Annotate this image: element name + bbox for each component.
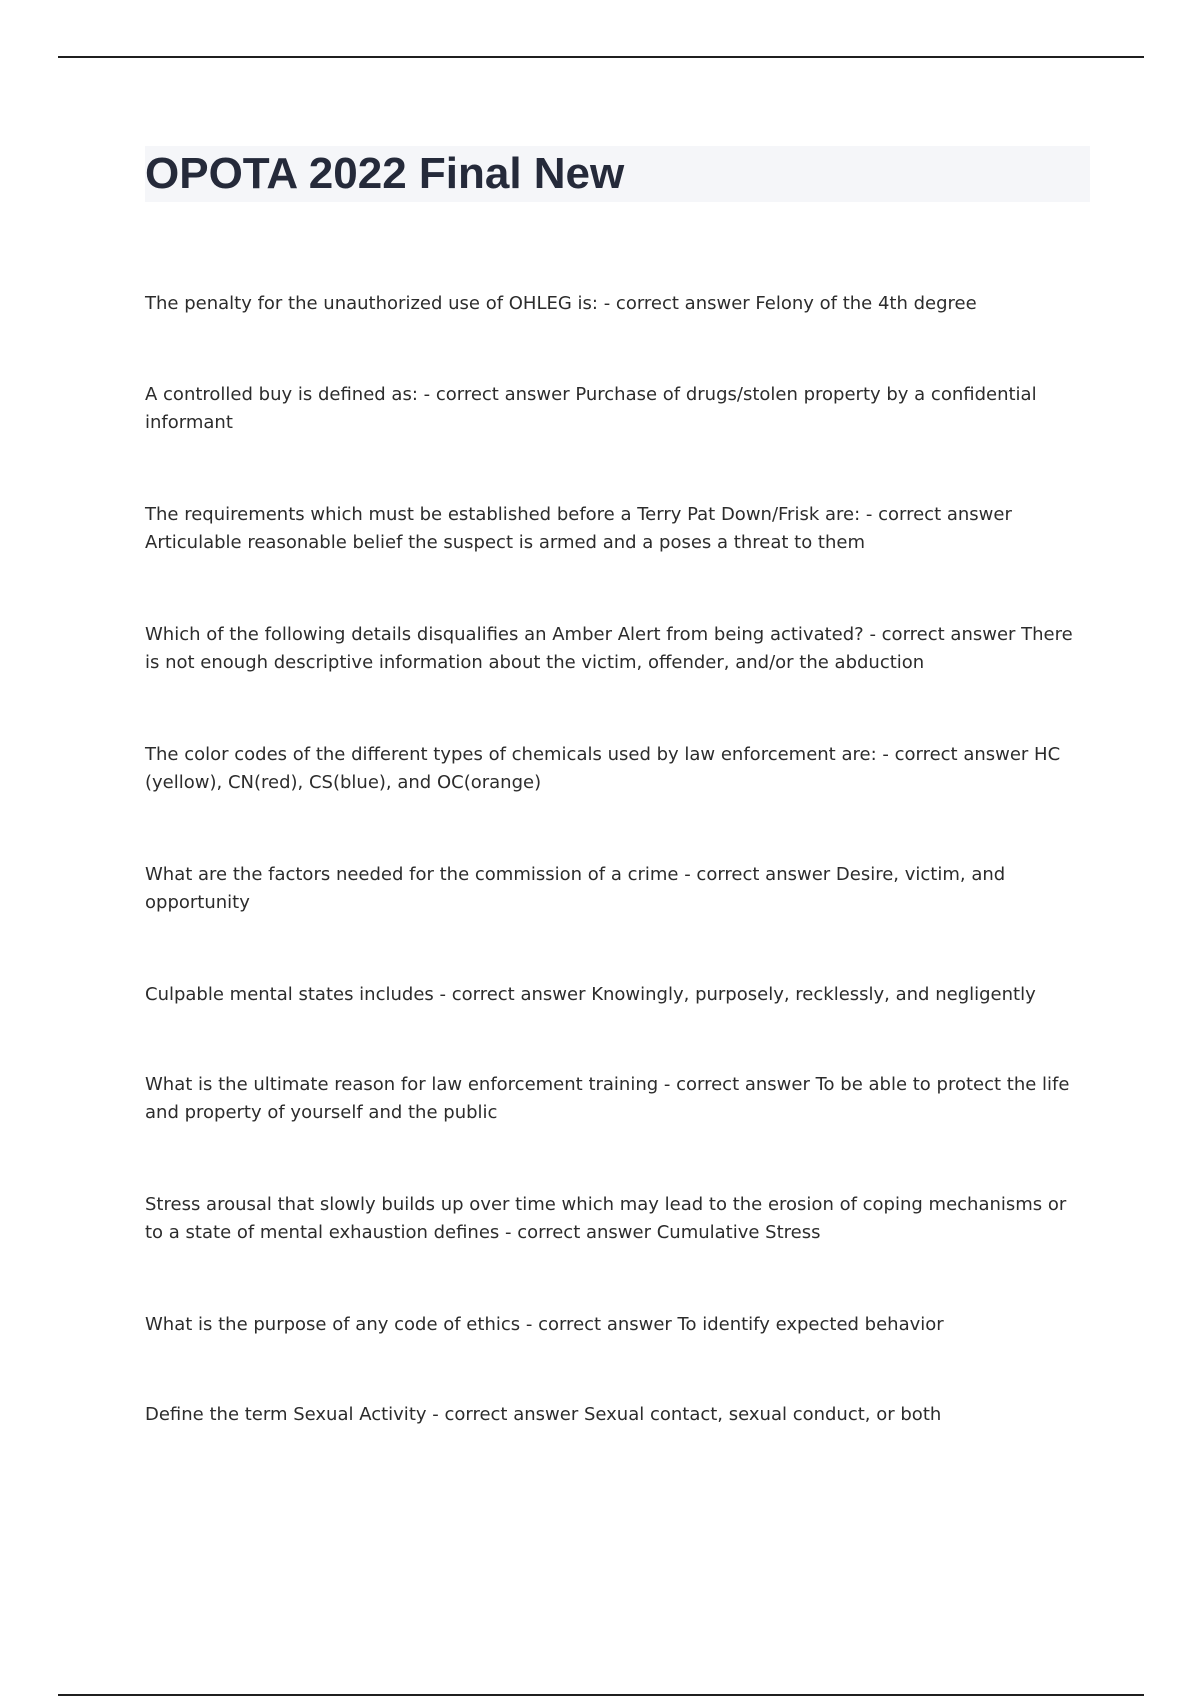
qa-item-8: What is the ultimate reason for law enforcement training - correct answer To be able to protect the life and property of yourself and the public — [145, 1074, 1070, 1123]
qa-item-1: The penalty for the unauthorized use of OHLEG is: - correct answer Felony of the 4th degree — [145, 293, 977, 314]
top-divider — [58, 56, 1144, 58]
document-title: OPOTA 2022 Final New — [145, 149, 625, 198]
qa-item-5: The color codes of the different types of chemicals used by law enforcement are: - correct answer HC (yellow), CN(red), CS(blue), and OC(orange) — [145, 744, 1061, 793]
qa-item-10: What is the purpose of any code of ethics - correct answer To identify expected behavior — [145, 1314, 944, 1335]
qa-item-6: What are the factors needed for the commission of a crime - correct answer Desire, victim, and opportunity — [145, 864, 1006, 913]
qa-item-11: Define the term Sexual Activity - correct answer Sexual contact, sexual conduct, or both — [145, 1404, 942, 1425]
qa-item-3: The requirements which must be established before a Terry Pat Down/Frisk are: - correct answer Articulable reasonable belief the suspect is armed and a poses a threat to them — [145, 504, 1012, 553]
bottom-divider — [58, 1694, 1144, 1696]
qa-item-2: A controlled buy is defined as: - correct answer Purchase of drugs/stolen property by a confidential informant — [145, 384, 1037, 433]
qa-item-7: Culpable mental states includes - correct answer Knowingly, purposely, recklessly, and negligently — [145, 984, 1036, 1005]
qa-item-9: Stress arousal that slowly builds up over time which may lead to the erosion of coping mechanisms or to a state of mental exhaustion defines - correct answer Cumulative Stress — [145, 1194, 1067, 1243]
qa-item-4: Which of the following details disqualifies an Amber Alert from being activated? - correct answer There is not enough descriptive information about the victim, offender, and/or the abduction — [145, 624, 1073, 673]
